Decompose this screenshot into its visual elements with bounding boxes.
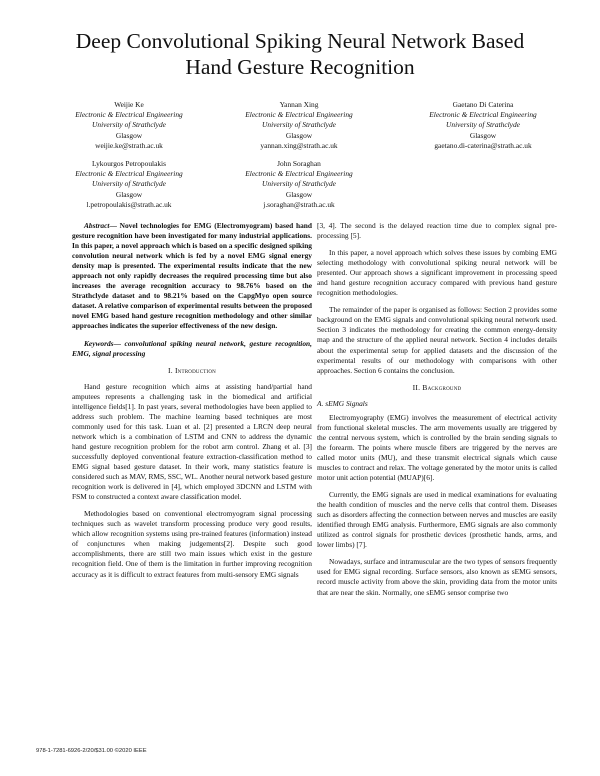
author-university: University of Strathclyde <box>262 179 336 189</box>
author-university: University of Strathclyde <box>262 120 336 130</box>
title-line-1: Deep Convolutional Spiking Neural Network Based <box>75 29 525 53</box>
copyright-footer: 978-1-7281-6926-2/20/$31.00 ©2020 IEEE <box>36 748 147 754</box>
author-block <box>44 159 214 210</box>
author-city: Glasgow <box>285 130 313 140</box>
paper-title <box>30 28 570 80</box>
paragraph: Methodologies based on conventional electromyogram signal processing techniques such as wavelet transform processing produce very good results, which allow recognition systems using pre-trained features (information) instead of conjunctures when making judgements[2]. Despite such good accomplishments, there are still two main issues which exist in the gesture recognition field. One of them is the limitation in further improving recognition accuracy as it is difficult to extract features from multi-sensory EMG signals <box>72 509 312 579</box>
author-city: Glasgow <box>285 189 313 199</box>
author-email: weijie.ke@strath.ac.uk <box>95 140 163 150</box>
subsection-heading-semg: A. sEMG Signals <box>317 398 368 408</box>
author-block <box>214 100 384 151</box>
paragraph: [3, 4]. The second is the delayed reaction time due to complex signal pre-processing [5]. <box>317 221 557 241</box>
paragraph: Hand gesture recognition which aims at assisting hand/partial hand amputees represents a challenging task in the biomedical and artificial intelligence fields[1]. In past years, several methodologies have been applied to address such problem. The machine learning based techniques are most commonly used for this task. Luan et al. [2] presented a LRCN deep neural network which is a combination of LSTM and CNN to address the dynamic hand gesture recognition problem for the robot arm control. Zhang et al. [3] successfully deployed conventional feature extraction-classification method to EMG signal based gesture dataset. In their work, many statistics feature is considered such as MAV, RMS, SSC, WL. Another neural network based gesture recognition work is delivered in [4], which employed 3DCNN and LSTM with FSM to constructed a context aware classification model. <box>72 381 312 502</box>
paragraph: Currently, the EMG signals are used in medical examinations for evaluating the health condition of muscles and the nerve cells that control them. Diseases such as disorders affecting the connection between nerves and muscles are easily identified through EMG analysis. Furthermore, EMG signals are also commonly utilized as control signals for prosthetic devices (prosthetic hands, arms, and lower limbs) [7]. <box>317 490 557 550</box>
paragraph: Electromyography (EMG) involves the measurement of electrical activity from functional skeletal muscles. The arm movements usually are triggered by the central nervous system, which is controlled by the brain sending signals to the forearm. The points where muscle fibers are triggered by the nerves are called motor units (MU), and these transmit electrical signals which cause muscles to contract and relax. The voltage generated by the motor units is called motor unit action potential (MUAP)[6]. <box>317 412 557 483</box>
author-city: Glasgow <box>469 130 497 140</box>
paragraph: The remainder of the paper is organised as follows: Section 2 provides some background on the EMG signals and convolutional spiking neural network used. Section 3 indicates the methodology for creating the common energy-density map and the structure of the applied neural network. Section 4 includes details about the experimental setup for applied datasets and the discussion of the experimental results of our methodology with comparisons with other approaches. Section 6 contains the conclusion. <box>317 305 557 375</box>
author-name: Weijie Ke <box>114 100 144 109</box>
author-affiliation: Electronic & Electrical Engineering <box>429 110 537 120</box>
author-email: j.soraghan@strath.ac.uk <box>263 199 335 209</box>
author-affiliation: Electronic & Electrical Engineering <box>245 110 353 120</box>
paragraph: In this paper, a novel approach which solves these issues by combing EMG selecting methodology with convolutional spiking neural network will be presented. Our approach shows a significant improvement in processing speed and hand gesture recognition accuracy compared with previous hand gesture recognition methodologies. <box>317 248 557 298</box>
author-affiliation: Electronic & Electrical Engineering <box>75 169 183 179</box>
author-affiliation: Electronic & Electrical Engineering <box>75 110 183 120</box>
author-email: l.petropoulakis@strath.ac.uk <box>86 199 172 209</box>
author-block <box>44 100 214 151</box>
paragraph: Nowadays, surface and intramuscular are the two types of sensors frequently used for EMG signal recording. Surface sensors, also known as sEMG sensors, record muscle activity from above the skin, providing data from the motor units that are near the skin. Normally, one sEMG sensor comprise two <box>317 557 557 597</box>
keywords <box>72 339 312 359</box>
keywords-text: — convolutional spiking neural network, gesture recognition, EMG, signal processing <box>72 338 312 358</box>
author-city: Glasgow <box>115 130 143 140</box>
author-name: Yannan Xing <box>279 100 319 109</box>
author-name: Lykourgos Petropoulakis <box>92 159 166 168</box>
abstract-text: — Novel technologies for EMG (Electromyogram) based hand gesture recognition have been investigated for many industrial applications. In this paper, a novel approach which is based on a specific designed spiking convolution neural network which is fed by a novel EMG signal energy density map is presented. The experimental results indicate that the new approach not only rapidly decreases the required processing time but also increases the average recognition accuracy to 98.76% based on the Strathclyde dataset and to 98.21% based on the CapgMyo open source dataset. A relative comparison of experimental results between the proposed novel EMG based hand gesture recognition methodology and other similar approaches indicates the superior effectiveness of the new design. <box>72 221 312 331</box>
author-university: University of Strathclyde <box>92 179 166 189</box>
keywords-label: Keywords <box>84 338 114 348</box>
abstract <box>72 221 312 332</box>
author-university: University of Strathclyde <box>92 120 166 130</box>
author-city: Glasgow <box>115 189 143 199</box>
left-column <box>72 221 312 587</box>
author-name: Gaetano Di Caterina <box>452 100 514 109</box>
author-email: yannan.xing@strath.ac.uk <box>260 140 338 150</box>
right-column <box>317 221 557 605</box>
author-block <box>398 100 568 151</box>
author-university: University of Strathclyde <box>446 120 520 130</box>
section-heading-background: II. Background <box>412 382 462 392</box>
author-name: John Soraghan <box>277 159 321 168</box>
section-heading-introduction: I. Introduction <box>168 365 216 375</box>
author-block <box>214 159 384 210</box>
abstract-label: Abstract <box>84 221 110 230</box>
author-email: gaetano.di-caterina@strath.ac.uk <box>434 140 532 150</box>
title-line-2: Hand Gesture Recognition <box>185 55 415 79</box>
author-affiliation: Electronic & Electrical Engineering <box>245 169 353 179</box>
